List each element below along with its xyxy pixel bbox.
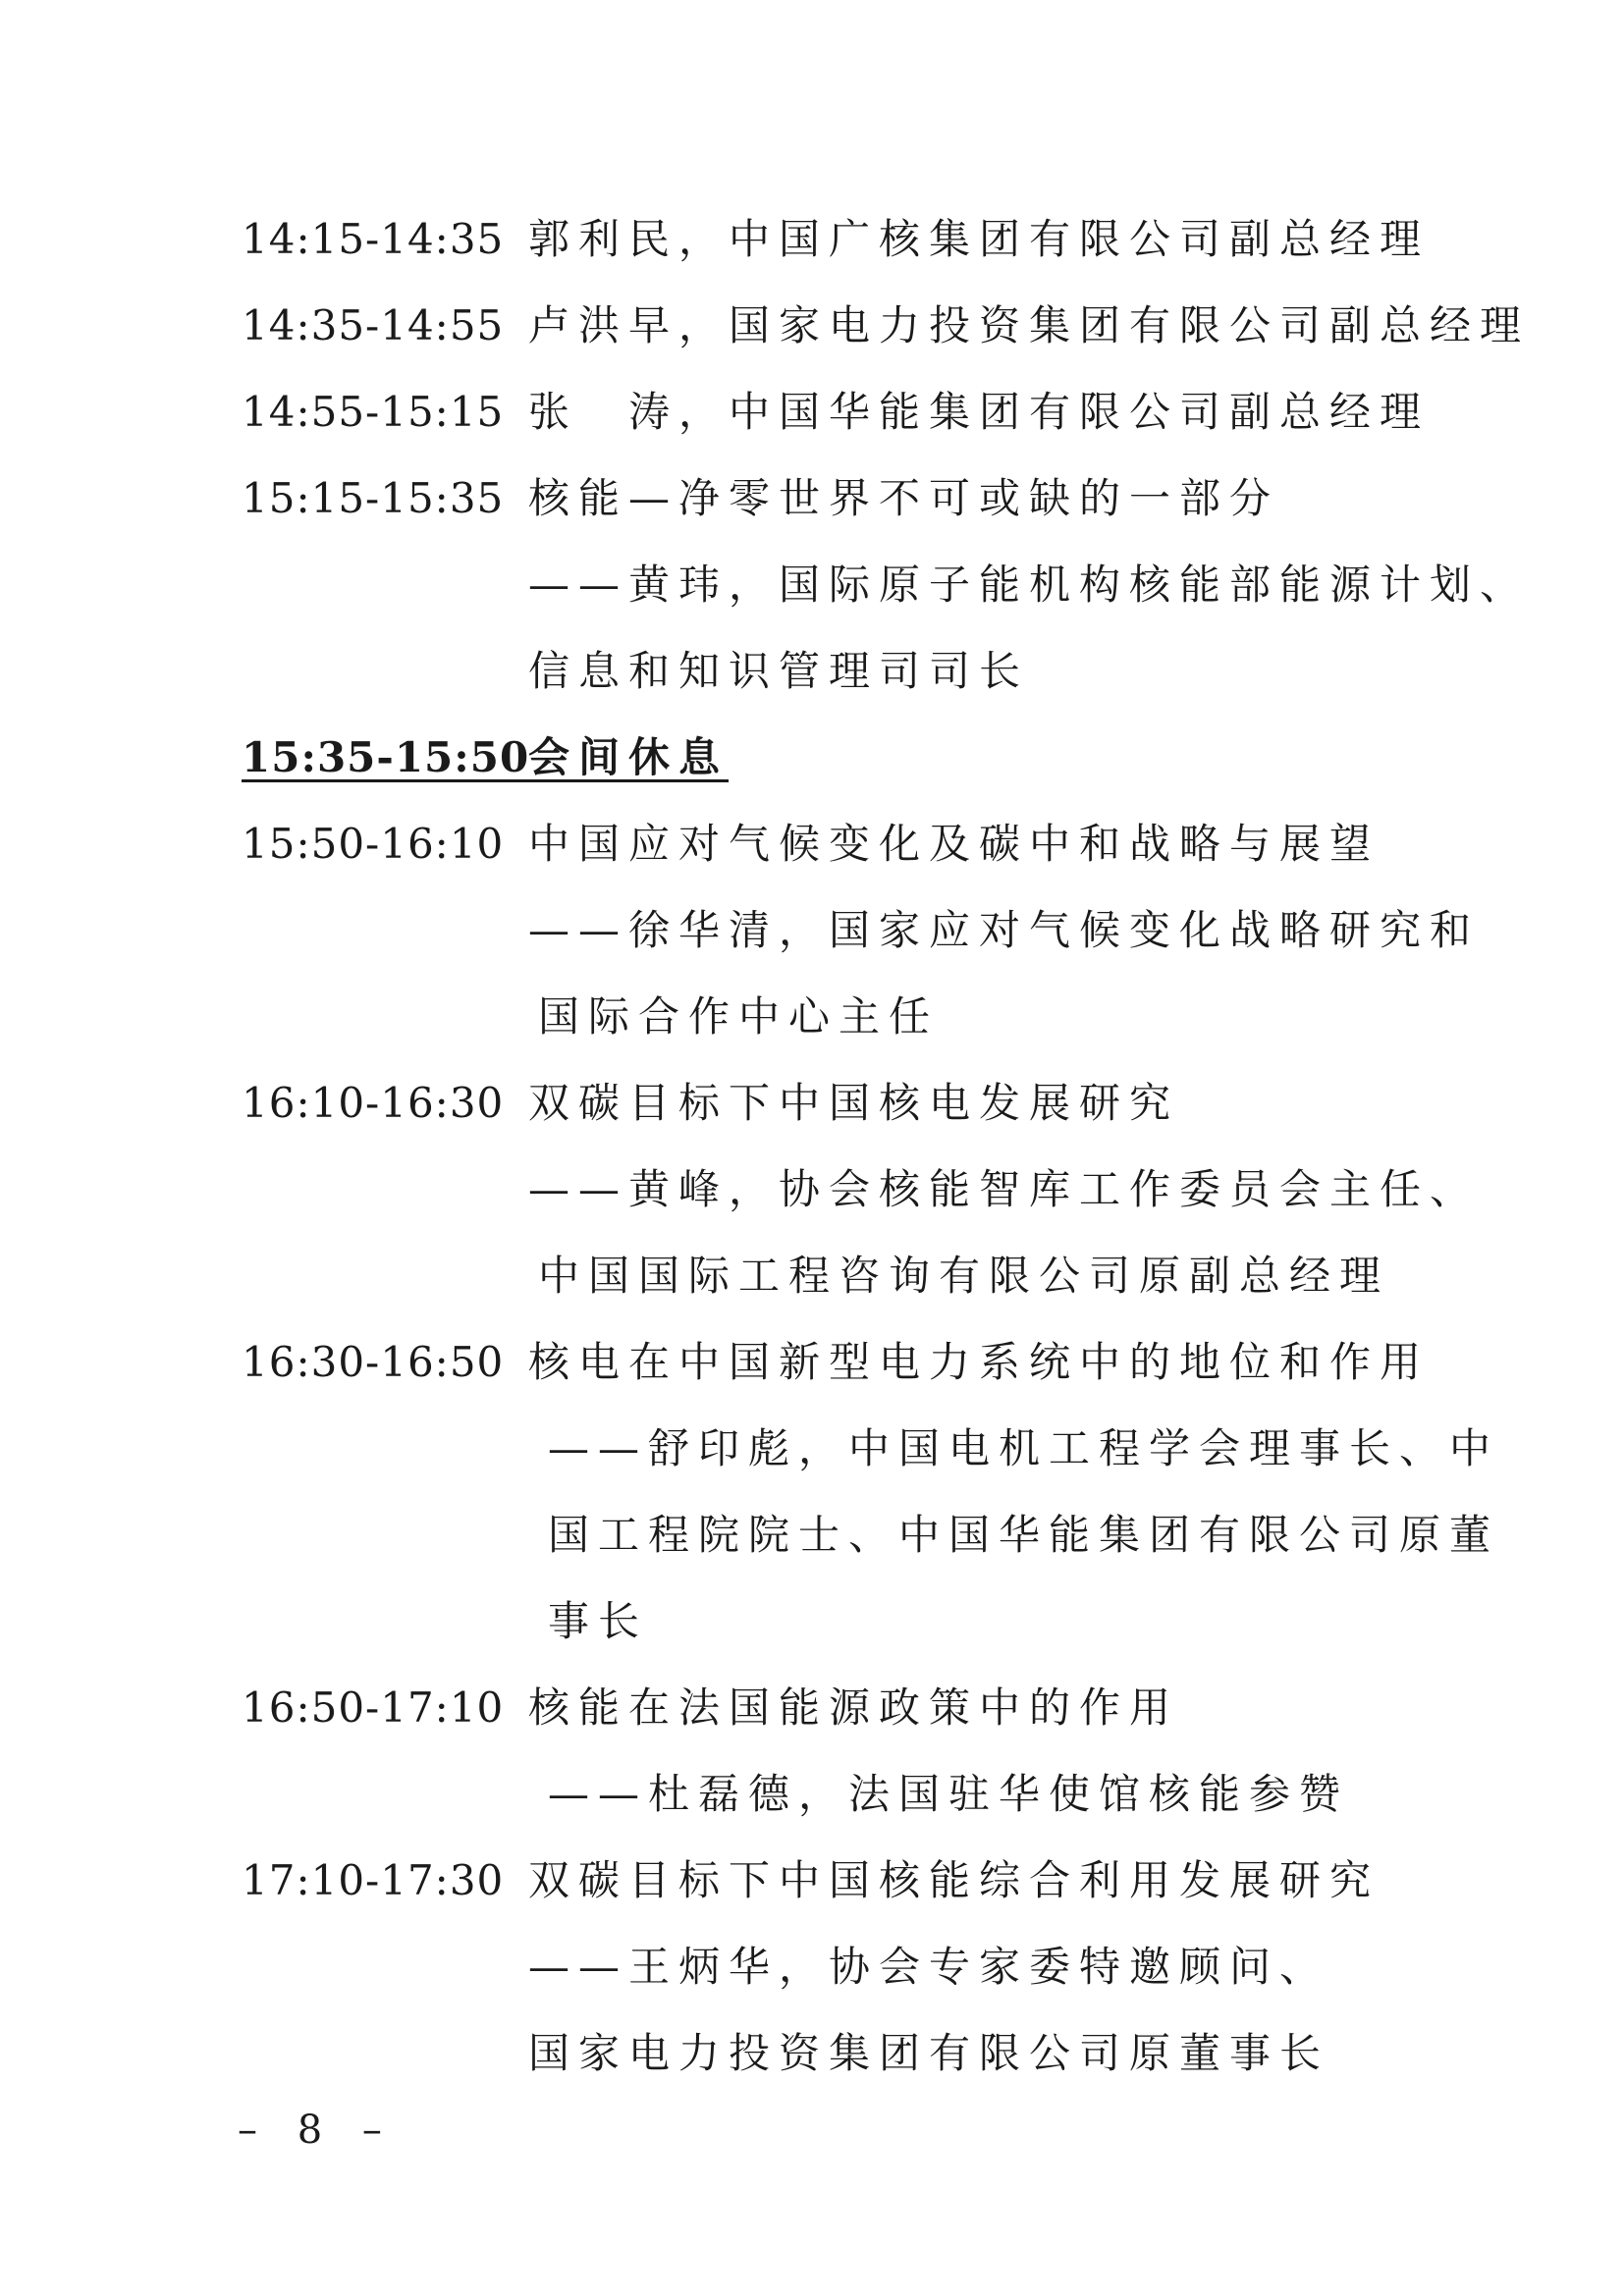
agenda-speaker-title: 国际合作中心主任	[538, 992, 940, 1041]
agenda-topic: 双碳目标下中国核能综合利用发展研究	[528, 1856, 1380, 1904]
agenda-speaker-title: 国家电力投资集团有限公司原董事长	[528, 2029, 1330, 2077]
agenda-speaker: ——舒印彪，中国电机工程学会理事长、中	[548, 1424, 1500, 1472]
agenda-speaker-title: 中国国际工程咨询有限公司原副总经理	[538, 1252, 1390, 1300]
agenda-speaker-title: 国工程院院士、中国华能集团有限公司原董	[548, 1511, 1500, 1559]
agenda-speaker: ——王炳华，协会专家委特邀顾问、	[528, 1943, 1330, 1991]
agenda-time: 14:35-14:55	[242, 301, 505, 349]
agenda-time: 14:15-14:35	[242, 215, 505, 263]
agenda-speaker: ——黄峰，协会核能智库工作委员会主任、	[528, 1165, 1481, 1213]
agenda-speaker-title: 事长	[548, 1597, 649, 1645]
agenda-speaker-title: 信息和知识管理司司长	[528, 647, 1030, 695]
agenda-time: 16:10-16:30	[242, 1079, 505, 1127]
agenda-speaker: 卢洪早，国家电力投资集团有限公司副总经理	[528, 301, 1531, 349]
agenda-topic: 双碳目标下中国核电发展研究	[528, 1079, 1180, 1127]
agenda-time: 15:35-15:50	[242, 733, 530, 781]
agenda-time: 16:50-17:10	[242, 1683, 505, 1732]
agenda-time: 15:50-16:10	[242, 820, 505, 868]
agenda-time: 14:55-15:15	[242, 388, 505, 436]
agenda-speaker: 张 涛，中国华能集团有限公司副总经理	[528, 388, 1431, 436]
agenda-speaker: ——杜磊德，法国驻华使馆核能参赞	[548, 1770, 1350, 1818]
agenda-topic: 核能在法国能源政策中的作用	[528, 1683, 1180, 1732]
agenda-topic: 核能—净零世界不可或缺的一部分	[528, 474, 1280, 522]
agenda-time: 16:30-16:50	[242, 1338, 505, 1386]
page-number: – 8 –	[238, 2108, 396, 2153]
agenda-time: 15:15-15:35	[242, 474, 505, 522]
agenda-speaker: 郭利民，中国广核集团有限公司副总经理	[528, 215, 1431, 263]
agenda-topic: 核电在中国新型电力系统中的地位和作用	[528, 1338, 1431, 1386]
agenda-time: 17:10-17:30	[242, 1856, 505, 1904]
agenda-speaker: ——徐华清，国家应对气候变化战略研究和	[528, 906, 1481, 954]
agenda-break-label: 会间休息	[528, 733, 730, 781]
agenda-topic: 中国应对气候变化及碳中和战略与展望	[528, 820, 1380, 868]
agenda-speaker: ——黄玮，国际原子能机构核能部能源计划、	[528, 561, 1531, 609]
